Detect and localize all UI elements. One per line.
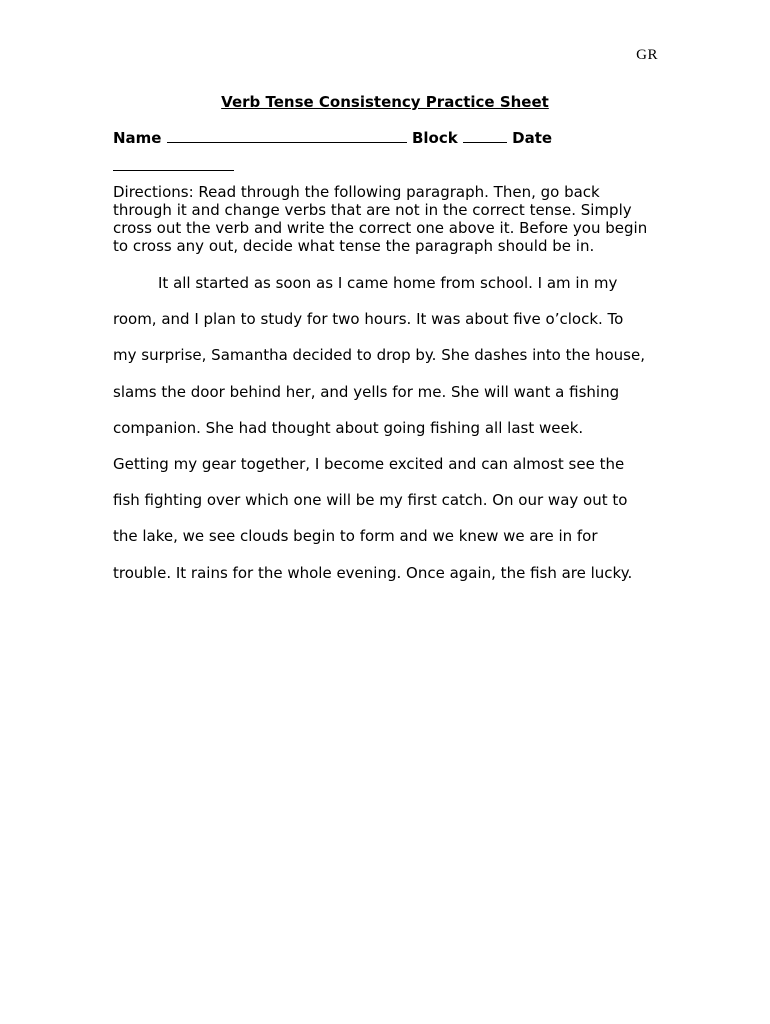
block-blank[interactable] xyxy=(463,128,507,143)
paragraph-line: trouble. It rains for the whole evening. Once again, the fish are lucky. xyxy=(113,563,633,582)
block-label: Block xyxy=(411,129,458,147)
student-info-line xyxy=(113,128,673,176)
header-initials: GR xyxy=(636,47,658,63)
date-label: Date xyxy=(512,129,553,147)
paragraph-line: the lake, we see clouds begin to form and we knew we are in for xyxy=(113,527,598,546)
paragraph-line: It all started as soon as I came home from school. I am in my xyxy=(158,274,618,292)
page-title: Verb Tense Consistency Practice Sheet xyxy=(221,93,549,111)
paragraph-line: slams the door behind her, and yells for me. She will want a fishing xyxy=(113,382,620,401)
name-label: Name xyxy=(113,129,162,147)
paragraph-line: companion. She had thought about going fishing all last week. xyxy=(113,418,584,437)
paragraph-line: my surprise, Samantha decided to drop by. She dashes into the house, xyxy=(113,346,645,365)
name-blank[interactable] xyxy=(167,128,407,143)
directions-text: Directions: Read through the following paragraph. Then, go back through it and change verbs that are not in the correct tense. Simply cross out the verb and write the correct one above it. Before you begin to cross any out, decide what tense the paragraph should be in. xyxy=(113,183,648,255)
paragraph-line: Getting my gear together, I become excited and can almost see the xyxy=(113,454,625,473)
paragraph-line: room, and I plan to study for two hours. It was about five o’clock. To xyxy=(113,310,624,329)
practice-paragraph xyxy=(113,272,673,598)
date-blank[interactable] xyxy=(113,156,234,171)
paragraph-line: fish fighting over which one will be my first catch. On our way out to xyxy=(113,491,628,510)
